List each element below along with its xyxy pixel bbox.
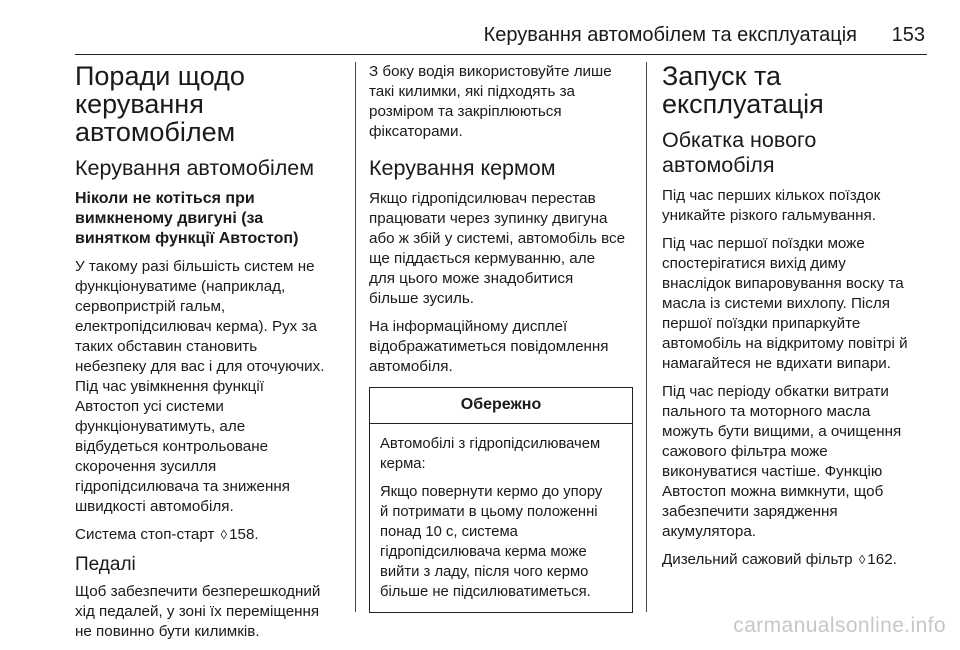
paragraph: У такому разі більшість систем не функціонуватиме (наприклад, сервопристрій гальм, електропідсилювач керма). Рух за таких обставин становить небезпеку для вас і для оточуючих. Під час увімкнення функції Автостоп усі системи функціонуватимуть, але відбудеться контрольоване скорочення зусилля гідропідсилювача та зниження швидкості автомобіля. (75, 258, 325, 515)
page-number: 153 (891, 24, 925, 46)
watermark: carmanualsonline.info (733, 614, 946, 637)
pedals-heading: Педалі (75, 554, 136, 575)
paragraph: Під час першої поїздки може спостерігатися вихід диму внаслідок випаровування воску та масла із системи вихлопу. Після першої поїздки припаркуйте автомобіль на відкритому повітрі й намагайтеся не вдихати випари. (662, 235, 908, 372)
paragraph: Якщо гідропідсилювач перестав працювати через зупинку двигуна або ж збій у системі, автомобіль все ще піддається кермуванню, але для цього може знадобитися більше зусиль. (369, 190, 626, 307)
section-title: Запуск та експлуатація (662, 61, 824, 119)
subsection-title: Керування кермом (369, 156, 556, 180)
page-reference-icon: ◊ (220, 527, 228, 542)
paragraph: Автомобілі з гідропідсилювачем керма: (380, 436, 601, 472)
paragraph: Щоб забезпечити безперешкодний хід педалей, у зоні їх переміщення не повинно бути килимків. (75, 583, 321, 640)
paragraph: На інформаційному дисплеї відображатиметься повідомлення автомобіля. (369, 318, 609, 375)
caution-title: Обережно (370, 388, 632, 424)
paragraph: Якщо повернути кермо до упору й потримати в цьому положенні понад 10 с, система гідропідсилювача керма може вийти з ладу, після чого кермо більше не підсилюватиметься. (380, 484, 603, 600)
column-divider-2 (646, 62, 647, 612)
column-1 (75, 62, 347, 650)
section-title: Поради щодо керування автомобілем (75, 61, 245, 147)
subsection-title: Обкатка нового автомобіля (662, 128, 817, 177)
caution-body (370, 424, 632, 612)
column-divider-1 (355, 62, 356, 612)
column-3 (662, 62, 930, 578)
page-header (75, 24, 927, 54)
paragraph: Під час перших кількох поїздок уникайте різкого гальмування. (662, 187, 881, 224)
caution-box (369, 387, 633, 613)
page-reference-icon: ◊ (858, 552, 866, 567)
subsection-title: Керування автомобілем (75, 156, 315, 180)
paragraph: Під час періоду обкатки витрати пального та моторного масла можуть бути вищими, а очищення сажового фільтра може виконуватися частіше. Функцію Автостоп можна вимкнути, щоб забезпечити зарядження акумулятора. (662, 383, 902, 540)
header-title: Керування автомобілем та експлуатація (483, 24, 857, 46)
column-2 (369, 62, 632, 613)
header-rule (75, 54, 927, 55)
paragraph: З боку водія використовуйте лише такі килимки, які підходять за розміром та закріплюються фіксаторами. (369, 63, 612, 140)
cross-reference[interactable]: Дизельний сажовий фільтр ◊ 162. (662, 551, 897, 568)
cross-reference[interactable]: Система стоп-старт ◊ 158. (75, 526, 259, 543)
warning-heading: Ніколи не котіться при вимкненому двигуні (за винятком функції Автостоп) (75, 190, 299, 247)
